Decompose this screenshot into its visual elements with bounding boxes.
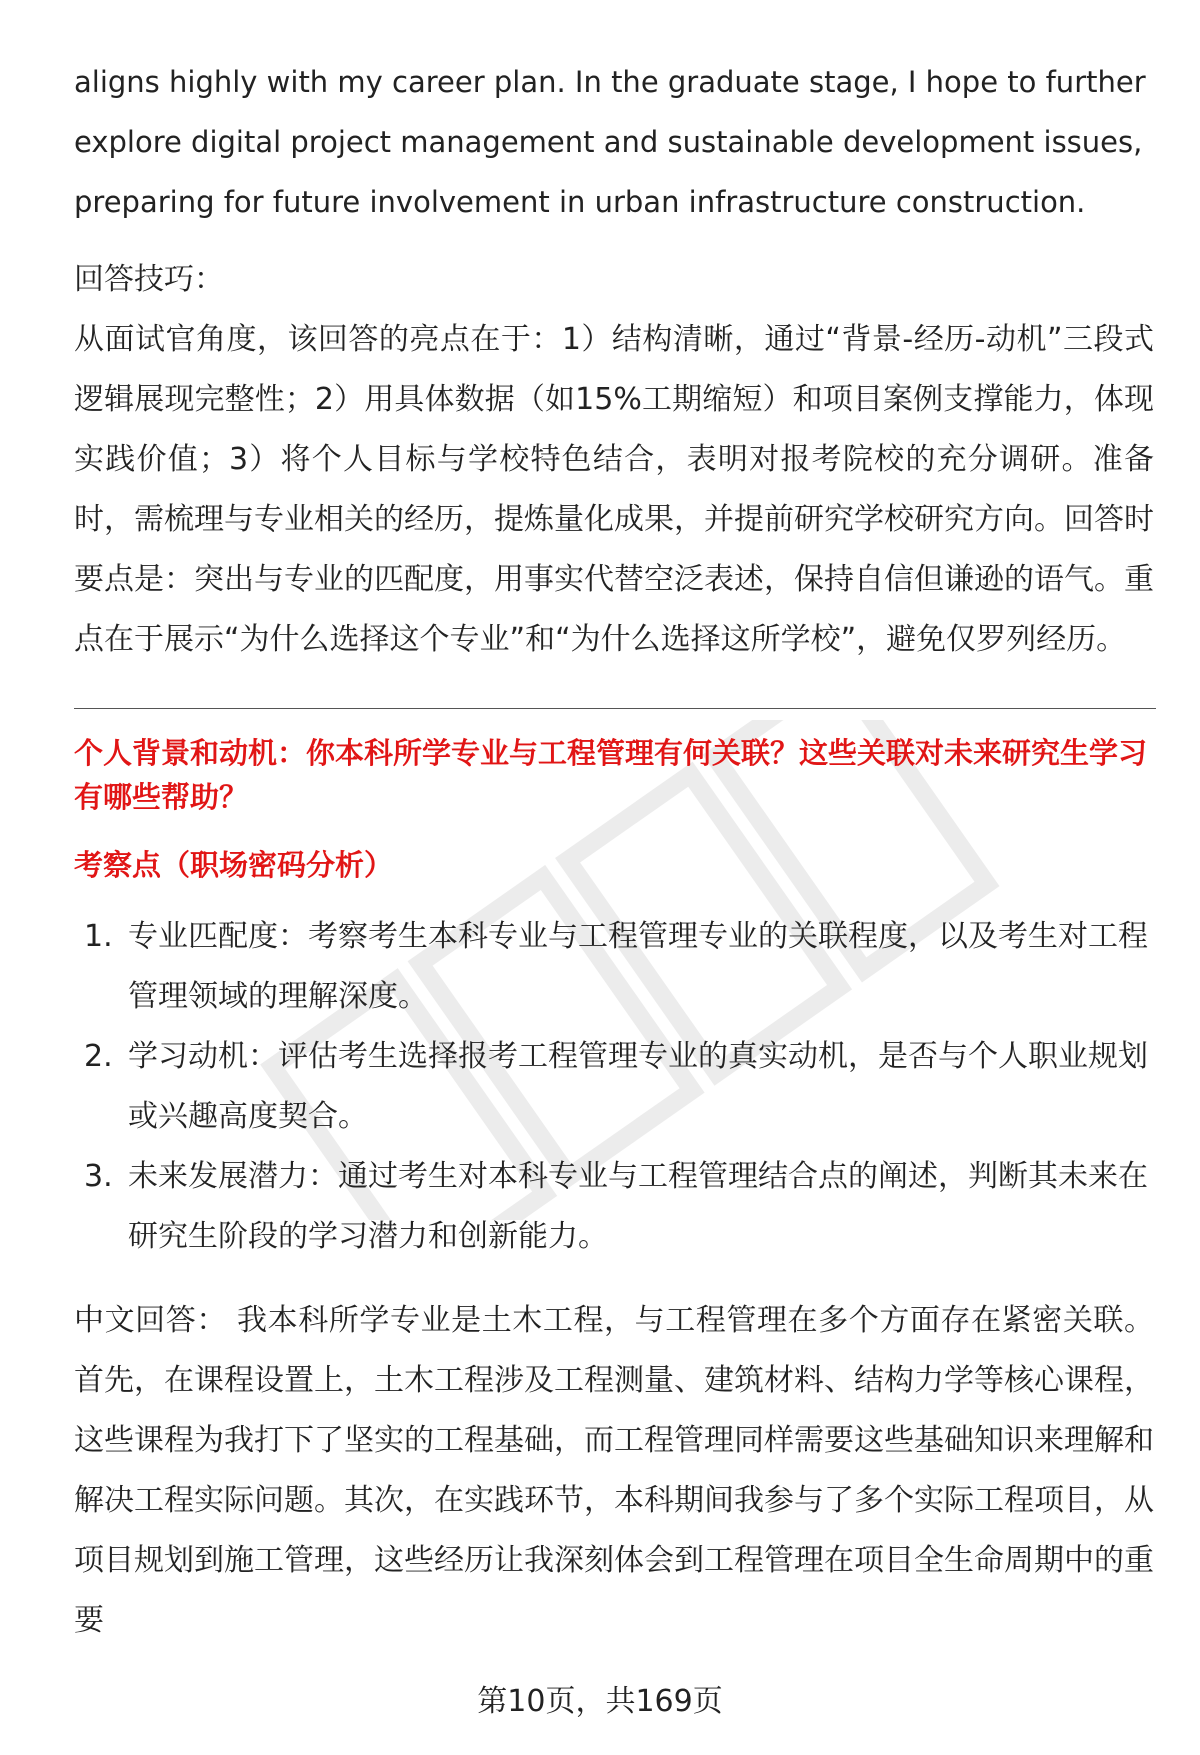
list-item — [74, 907, 1154, 1027]
list-item — [74, 1147, 1154, 1267]
section-divider — [74, 708, 1156, 709]
chinese-answer-paragraph: 中文回答： 我本科所学专业是土木工程，与工程管理在多个方面存在紧密关联。首先，在课程设置上，土木工程涉及工程测量、建筑材料、结构力学等核心课程，这些课程为我打下了坚实的工程基础，而工程管理同样需要这些基础知识来理解和解决工程实际问题。其次，在实践环节，本科期间我参与了多个实际工程项目，从项目规划到施工管理，这些经历让我深刻体会到工程管理在项目全生命周期中的重要 — [74, 1303, 1154, 1638]
list-number: 2. — [84, 1039, 113, 1074]
list-number: 1. — [84, 919, 113, 954]
list-item-text: 专业匹配度：考察考生本科专业与工程管理专业的关联程度，以及考生对工程管理领域的理解深度。 — [128, 919, 1148, 1014]
document-page — [74, 52, 1154, 1651]
page-footer: 第10页，共169页 — [477, 1684, 723, 1719]
analysis-points-list — [74, 907, 1154, 1267]
intro-english-paragraph: aligns highly with my career plan. In the graduate stage, I hope to further explore digital project management and sustainable development issues, preparing for future involvement in urban infrastructure construction. — [74, 65, 1146, 219]
list-item — [74, 1027, 1154, 1147]
tips-paragraph: 从面试官角度，该回答的亮点在于：1）结构清晰，通过“背景-经历-动机”三段式逻辑展现完整性；2）用具体数据（如15%工期缩短）和项目案例支撑能力，体现实践价值；3）将个人目标与学校特色结合，表明对报考院校的充分调研。准备时，需梳理与专业相关的经历，提炼量化成果，并提前研究学校研究方向。回答时要点是：突出与专业的匹配度，用事实代替空泛表述，保持自信但谦逊的语气。重点在于展示“为什么选择这个专业”和“为什么选择这所学校”，避免仅罗列经历。 — [74, 322, 1154, 657]
list-item-text: 未来发展潜力：通过考生对本科专业与工程管理结合点的阐述，判断其未来在研究生阶段的学习潜力和创新能力。 — [128, 1159, 1148, 1254]
question-heading: 个人背景和动机：你本科所学专业与工程管理有何关联？这些关联对未来研究生学习有哪些帮助？ — [74, 736, 1148, 814]
analysis-subheading: 考察点（职场密码分析） — [74, 848, 394, 882]
list-number: 3. — [84, 1159, 113, 1194]
list-item-text: 学习动机：评估考生选择报考工程管理专业的真实动机，是否与个人职业规划或兴趣高度契合。 — [128, 1039, 1148, 1134]
tips-label: 回答技巧： — [74, 262, 224, 297]
